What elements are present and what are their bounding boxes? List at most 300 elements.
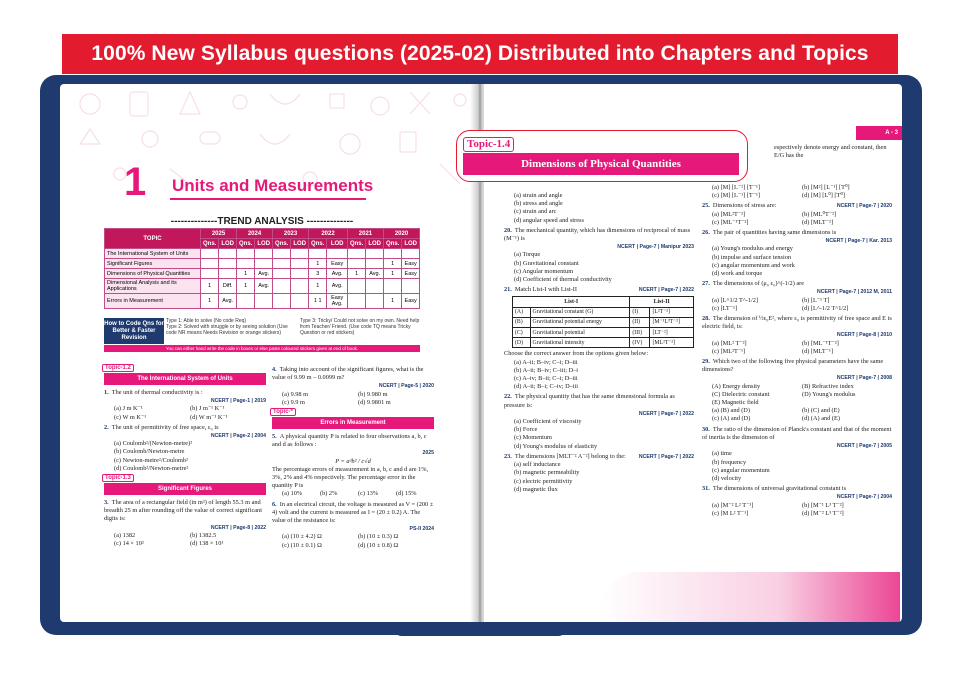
trend-cell: 1 bbox=[383, 269, 401, 279]
trend-cell bbox=[383, 279, 401, 294]
trend-cell: Avg. bbox=[255, 279, 273, 294]
trend-cell bbox=[402, 279, 420, 294]
trend-cell bbox=[273, 294, 291, 309]
question-25 bbox=[702, 202, 892, 210]
question-number: 27. bbox=[702, 280, 710, 288]
question-text: The area of a rectangular field (in m²) of length 55.3 m and breadth 25 m after rounding off the value of correct significant digits is: bbox=[104, 499, 262, 523]
option: (b) [ML⁻¹T⁻²] bbox=[802, 339, 839, 347]
question-options bbox=[702, 502, 892, 518]
option: (c) W m K⁻¹ bbox=[114, 413, 147, 421]
option: (b) 9.980 m bbox=[358, 390, 388, 398]
question-text: In an electrical circuit, the voltage is measured as V = (200 ± 4) volt and the current is measured as I = (20 ± 0.2) A. The value of the resistance is: bbox=[272, 500, 434, 525]
match-row bbox=[513, 307, 694, 317]
page-number-tab: A - 3 bbox=[856, 126, 902, 140]
qns-header: Qns. bbox=[273, 239, 291, 249]
match-row bbox=[513, 338, 694, 348]
option: (c) strain and arc bbox=[514, 208, 557, 216]
option: (b) [ML⁰T⁻²] bbox=[802, 210, 837, 218]
question-ref: NCERT | Page-7 | 2012 M, 2011 bbox=[817, 289, 892, 296]
trend-cell bbox=[366, 294, 384, 309]
question-ref: NCERT | Page-7 | 2020 bbox=[836, 203, 892, 210]
option: (c) [M L² T⁻¹] bbox=[712, 509, 749, 517]
trend-cell: 1 bbox=[201, 279, 219, 294]
question-number: 3. bbox=[104, 499, 109, 507]
trend-cell bbox=[237, 249, 255, 259]
trend-cell: Easy Avg. bbox=[327, 294, 348, 309]
trend-row bbox=[105, 294, 420, 309]
question-ref: NCERT | Page-7 | 2004 bbox=[836, 494, 892, 501]
question-text: The physical quantity that has the same dimensional formula as pressure is: bbox=[504, 393, 675, 409]
trend-cell bbox=[273, 279, 291, 294]
question-20 bbox=[504, 227, 694, 243]
trend-topic: Dimensions of Physical Quantities bbox=[105, 269, 201, 279]
question-1 bbox=[104, 389, 266, 397]
question-text: The mechanical quantity, which has dimensions of reciprocal of mass (M⁻¹) is bbox=[504, 226, 691, 243]
question-options bbox=[504, 461, 694, 494]
question-options bbox=[272, 490, 434, 498]
question-text: The dimensions of (μ₀ ε₀)^(-1/2) are bbox=[712, 280, 805, 288]
question-ref: NCERT | Page-7 | 2005 bbox=[836, 443, 892, 450]
trend-cell bbox=[309, 249, 327, 259]
question-3 bbox=[104, 499, 266, 524]
trend-cell: Avg. bbox=[366, 269, 384, 279]
question-options bbox=[702, 383, 892, 424]
trend-cell: Easy bbox=[327, 259, 348, 269]
qns-header: Qns. bbox=[201, 239, 219, 249]
match-cell: (C) bbox=[513, 328, 531, 338]
question-27 bbox=[702, 280, 892, 288]
question-number: 23. bbox=[504, 452, 512, 460]
trend-cell bbox=[347, 249, 365, 259]
trend-cell bbox=[255, 259, 273, 269]
question-number: 1. bbox=[104, 389, 109, 396]
option: (d) [MLT⁻²] bbox=[802, 218, 834, 226]
year-header: 2020 bbox=[383, 229, 419, 239]
option: (C) Dielectric constant bbox=[712, 390, 770, 398]
question-options bbox=[702, 340, 892, 356]
question-ref: NCERT | Page-5 | 2020 bbox=[378, 383, 434, 390]
lod-header: LOD bbox=[327, 239, 348, 249]
question-options bbox=[702, 211, 892, 227]
lod-header: LOD bbox=[219, 239, 237, 249]
chapter-number: 1 bbox=[124, 160, 147, 204]
year-header: 2021 bbox=[347, 229, 383, 239]
trend-row bbox=[105, 279, 420, 294]
option: (b) 1382.5 bbox=[190, 531, 217, 539]
topic-heading bbox=[104, 475, 266, 495]
option: (b) magnetic permeability bbox=[514, 469, 580, 477]
option: (d) A–ii; B–i; C–iv; D–iii bbox=[514, 383, 579, 391]
question-number: 2. bbox=[104, 423, 109, 431]
trend-cell: 1 bbox=[383, 294, 401, 309]
match-cell: Gravitational potential bbox=[530, 328, 630, 338]
question-text: The dimension of ½ε₀E², where ε₀ is permittivity of free space and E is electric field, is: bbox=[702, 315, 892, 331]
topic-tag: Topic-1.3 bbox=[102, 474, 134, 482]
topic-column-header: TOPIC bbox=[105, 229, 201, 249]
question-options bbox=[702, 245, 892, 278]
trend-cell bbox=[219, 259, 237, 269]
option: (d) velocity bbox=[712, 474, 742, 482]
trend-cell: Avg. bbox=[327, 279, 348, 294]
trend-cell bbox=[347, 294, 365, 309]
question-options bbox=[104, 532, 266, 548]
trend-row bbox=[105, 269, 420, 279]
list-1-header: List-I bbox=[513, 297, 630, 307]
question-21 bbox=[504, 286, 694, 294]
option: (b) (C) and (E) bbox=[802, 407, 840, 415]
code-box-title: How to Code Qns for Better & Faster Revision bbox=[104, 318, 164, 344]
option: (d) 15% bbox=[396, 490, 417, 498]
match-row bbox=[513, 328, 694, 338]
option: (c) 14 × 10² bbox=[114, 540, 144, 548]
trend-cell bbox=[366, 249, 384, 259]
trend-cell bbox=[237, 259, 255, 269]
lod-header: LOD bbox=[291, 239, 309, 249]
option: (c) A–iv; B–ii; C–i; D–iii bbox=[514, 375, 578, 383]
trend-cell bbox=[347, 279, 365, 294]
trend-cell bbox=[219, 249, 237, 259]
trend-analysis-table bbox=[104, 228, 420, 309]
question-text: A physical quantity P is related to four observations a, b, c and d as follows : bbox=[272, 433, 427, 449]
topic-title: Significant Figures bbox=[157, 486, 212, 493]
question-options bbox=[702, 450, 892, 483]
list-2-header: List-II bbox=[630, 297, 694, 307]
topic-heading bbox=[104, 365, 266, 385]
trend-cell: 1 bbox=[309, 259, 327, 269]
trend-cell bbox=[291, 279, 309, 294]
option: (a) Young's modulus and energy bbox=[712, 245, 793, 253]
match-cell: (III) bbox=[630, 328, 650, 338]
qns-header: Qns. bbox=[347, 239, 365, 249]
option: (b) J m⁻¹ K⁻¹ bbox=[190, 405, 225, 413]
question-text: Which two of the following five physical parameters have the same dimensions? bbox=[702, 358, 884, 374]
lod-header: LOD bbox=[366, 239, 384, 249]
option: (d) Coulomb²/Newton-metre² bbox=[114, 464, 189, 472]
lod-header: LOD bbox=[255, 239, 273, 249]
option: (d) work and torque bbox=[712, 270, 763, 278]
qns-header: Qns. bbox=[309, 239, 327, 249]
option: (a) Torque bbox=[514, 251, 541, 259]
question-ref: NCERT | Page-7 | 2008 bbox=[836, 375, 892, 382]
question-number: 25. bbox=[702, 202, 710, 210]
trend-cell bbox=[327, 249, 348, 259]
topic-tag: Topic-1.4 bbox=[463, 137, 514, 152]
left-page bbox=[60, 84, 476, 622]
chapter-title: Units and Measurements bbox=[172, 176, 374, 195]
chapter-underline bbox=[170, 198, 366, 200]
revision-code-box bbox=[104, 318, 420, 352]
trend-topic: Errors in Measurement bbox=[105, 294, 201, 309]
option: (b) A–ii; B–iv; C–iii; D–i bbox=[514, 366, 579, 374]
question-number: 26. bbox=[702, 229, 710, 237]
trend-cell: 3 bbox=[309, 269, 327, 279]
question-ref: NCERT | Page-8 | 2010 bbox=[836, 332, 892, 339]
option: (c) angular momentum and work bbox=[712, 261, 795, 269]
question-year: 2025 bbox=[422, 450, 434, 457]
topic-heading bbox=[272, 409, 434, 429]
option: (a) Coefficient of viscosity bbox=[514, 418, 582, 426]
trend-cell bbox=[201, 269, 219, 279]
option: (c) (A) and (D) bbox=[712, 415, 751, 423]
match-cell: (A) bbox=[513, 307, 531, 317]
option: (b) stress and angle bbox=[514, 200, 563, 208]
trend-row bbox=[105, 259, 420, 269]
option: (a) strain and angle bbox=[514, 192, 563, 199]
option: (b) Gravitational constant bbox=[514, 259, 579, 267]
match-cell: Gravitational constant (G) bbox=[530, 307, 630, 317]
option: (B) Refractive index bbox=[802, 382, 854, 390]
code-type-1-2 bbox=[166, 318, 296, 336]
question-31 bbox=[702, 485, 892, 493]
topic-tag: Topic-* bbox=[270, 408, 296, 416]
option: (d) W m⁻¹ K⁻¹ bbox=[190, 413, 228, 421]
lod-header: LOD bbox=[402, 239, 420, 249]
option: (a) [M] [L⁻²] [T⁻¹] bbox=[712, 184, 761, 191]
option: (a) 9.98 m bbox=[282, 390, 309, 398]
question-ref: PS-II 2024 bbox=[409, 526, 434, 533]
question-19-options bbox=[504, 192, 694, 225]
question-text: The unit of thermal conductivity is : bbox=[111, 389, 203, 396]
question-number: 20. bbox=[504, 226, 512, 234]
right-top-fragment: espectively denote energy and constant, then E/G has the bbox=[774, 144, 887, 160]
right-column-1 bbox=[504, 192, 694, 494]
option: (c) 9.9 m bbox=[282, 398, 305, 406]
year-header: 2024 bbox=[237, 229, 273, 239]
trend-row bbox=[105, 249, 420, 259]
option: (a) 1382 bbox=[114, 531, 136, 539]
question-options bbox=[104, 405, 266, 421]
option: (b) [L⁻¹ T] bbox=[802, 296, 830, 304]
match-cell: [L²T⁻²] bbox=[650, 307, 694, 317]
match-cell: (II) bbox=[630, 317, 650, 327]
trend-cell: 1 bbox=[309, 279, 327, 294]
question-number: 30. bbox=[702, 425, 710, 433]
question-28 bbox=[702, 315, 892, 331]
match-cell: (B) bbox=[513, 317, 531, 327]
trend-cell: Diff. bbox=[219, 279, 237, 294]
question-text: The pair of quantities having same dimensions is bbox=[712, 229, 837, 237]
page-decoration-swoosh bbox=[600, 572, 900, 622]
trend-cell bbox=[201, 259, 219, 269]
option: (a) time bbox=[712, 450, 732, 458]
trend-topic: Significant Figures bbox=[105, 259, 201, 269]
option: (a) [ML²T⁻²] bbox=[712, 210, 746, 218]
match-cell: [LT⁻²] bbox=[650, 328, 694, 338]
trend-cell bbox=[383, 249, 401, 259]
trend-cell bbox=[255, 249, 273, 259]
trend-cell bbox=[237, 294, 255, 309]
option: (b) Force bbox=[514, 426, 538, 434]
topic-1-4-callout bbox=[456, 130, 748, 182]
question-text: The percentage errors of measurement in a, b, c and d are 1%, 3%, 2% and 4% respectively. The percentage error in the quantity P is bbox=[272, 465, 429, 490]
option: (c) [ML⁻¹T⁻²] bbox=[712, 218, 749, 226]
trend-cell bbox=[366, 279, 384, 294]
trend-cell bbox=[291, 259, 309, 269]
match-list-table bbox=[512, 296, 694, 348]
trend-table-body bbox=[105, 249, 420, 309]
book-cover-bottom bbox=[392, 622, 568, 636]
question-options bbox=[104, 440, 266, 473]
option: (c) [M] [L⁻¹] [T⁻¹] bbox=[712, 192, 761, 200]
question-text: The unit of permittivity of free space, ε₀ is bbox=[111, 423, 219, 431]
question-formula: P = a³b² / c√d bbox=[335, 457, 371, 465]
trend-cell bbox=[201, 249, 219, 259]
option: (c) Angular momentum bbox=[514, 267, 574, 275]
option: (d) [M⁻² L³ T⁻²] bbox=[802, 509, 844, 517]
question-text: The dimensions [MLT⁻² A⁻²] belong to the: bbox=[514, 452, 626, 460]
question-number: 22. bbox=[504, 393, 512, 401]
science-doodle-pattern bbox=[60, 84, 476, 234]
question-ref: NCERT | Page-7 | 2022 bbox=[638, 453, 694, 460]
option: (d) magnetic flux bbox=[514, 485, 558, 493]
match-cell: Gravitational potential energy bbox=[530, 317, 630, 327]
trend-cell bbox=[291, 249, 309, 259]
question-30 bbox=[702, 426, 892, 442]
trend-cell bbox=[402, 249, 420, 259]
question-24-options bbox=[702, 184, 892, 200]
year-header: 2023 bbox=[273, 229, 309, 239]
trend-cell: Easy bbox=[402, 259, 420, 269]
question-2 bbox=[104, 424, 266, 432]
trend-cell: 1 bbox=[383, 259, 401, 269]
trend-cell bbox=[291, 294, 309, 309]
option: (b) [M²] [L⁻¹] [T⁰] bbox=[802, 184, 850, 191]
topic-title: Dimensions of Physical Quantities bbox=[463, 153, 739, 175]
question-text: Dimensions of stress are: bbox=[712, 202, 777, 210]
trend-cell bbox=[255, 294, 273, 309]
option: (d) 138 × 10¹ bbox=[190, 540, 224, 548]
option: (d) (A) and (E) bbox=[802, 415, 840, 423]
code-type-3: Type 3: Tricky/ Could not solve on my own. Need help from Teacher/ Friend. (Use code TQ means Tricky Question or red stickers) bbox=[300, 318, 420, 336]
option: (b) 2% bbox=[320, 490, 338, 498]
question-options bbox=[702, 297, 892, 313]
option: (b) Coulomb/Newton-metre bbox=[114, 448, 185, 456]
question-number: 29. bbox=[702, 358, 710, 366]
trend-cell: Easy bbox=[402, 269, 420, 279]
trend-cell: 1 bbox=[201, 294, 219, 309]
option: (A) Energy density bbox=[712, 382, 761, 390]
option: (c) [ML²T⁻¹] bbox=[712, 347, 746, 355]
question-options bbox=[272, 533, 434, 549]
match-cell: (I) bbox=[630, 307, 650, 317]
trend-cell bbox=[273, 269, 291, 279]
left-column-1 bbox=[104, 365, 266, 548]
question-text: Match List-I with List-II bbox=[514, 286, 577, 294]
option: (d) (10 ± 0.8) Ω bbox=[358, 541, 399, 549]
question-ref: NCERT | Page-7 | Kar. 2013 bbox=[825, 238, 892, 245]
qns-header: Qns. bbox=[237, 239, 255, 249]
question-29 bbox=[702, 358, 892, 374]
question-options bbox=[272, 391, 434, 407]
topic-title: Errors in Measurement bbox=[320, 420, 386, 427]
promo-banner bbox=[62, 34, 898, 74]
match-cell: [ML²T⁻²] bbox=[650, 338, 694, 348]
question-ref: NCERT | Page-7 | Manipur 2023 bbox=[617, 244, 694, 251]
option: (a) (10 ± 4.2) Ω bbox=[282, 533, 322, 541]
trend-cell bbox=[366, 259, 384, 269]
question-ref: NCERT | Page-2 | 2004 bbox=[210, 433, 266, 440]
question-options bbox=[504, 251, 694, 284]
trend-cell bbox=[291, 269, 309, 279]
question-number: 31. bbox=[702, 485, 710, 493]
banner-text: 100% New Syllabus questions (2025-02) Distributed into Chapters and Topics bbox=[91, 42, 869, 65]
option: (d) Young's modulus of elasticity bbox=[514, 442, 598, 450]
question-26 bbox=[702, 229, 892, 237]
trend-cell: Avg. bbox=[255, 269, 273, 279]
option: (c) angular momentum bbox=[712, 466, 770, 474]
trend-cell: Easy bbox=[402, 294, 420, 309]
trend-cell bbox=[219, 269, 237, 279]
option: (c) 13% bbox=[358, 490, 379, 498]
match-cell: Gravitational intensity bbox=[530, 338, 630, 348]
option: (a) self inductance bbox=[514, 461, 561, 469]
trend-cell: Avg. bbox=[219, 294, 237, 309]
trend-analysis-title: --------------TREND ANALYSIS -------------- bbox=[170, 216, 354, 227]
question-options bbox=[504, 359, 694, 392]
option: (a) [M⁻² L² T⁻¹] bbox=[712, 501, 754, 509]
trend-topic: The International System of Units bbox=[105, 249, 201, 259]
option: (c) Momentum bbox=[514, 434, 552, 442]
option: (b) [M⁻¹ L³ T⁻²] bbox=[802, 501, 844, 509]
trend-cell bbox=[273, 249, 291, 259]
code-type-2: Type 2: Solved with struggle or by seeing solution (Use code NR means Needs Revision or orange stickers) bbox=[166, 324, 288, 336]
right-column-2 bbox=[702, 184, 892, 518]
year-header: 2025 bbox=[201, 229, 237, 239]
topic-title: The International System of Units bbox=[137, 376, 233, 382]
trend-topic: Dimensional Analysis and its Applications bbox=[105, 279, 201, 294]
option: (b) (10 ± 0.3) Ω bbox=[358, 533, 399, 541]
option: (c) (10 ± 0.1) Ω bbox=[282, 541, 322, 549]
option: (a) 10% bbox=[282, 490, 303, 498]
question-number: 4. bbox=[272, 366, 277, 373]
question-number: 6. bbox=[272, 500, 277, 508]
question-text: The dimensions of universal gravitational constant is bbox=[712, 485, 847, 493]
option: (d) [M] [L⁰] [T⁰] bbox=[802, 192, 845, 200]
question-5 bbox=[272, 433, 434, 449]
trend-cell bbox=[347, 259, 365, 269]
qns-header: Qns. bbox=[383, 239, 401, 249]
question-4 bbox=[272, 366, 434, 382]
question-number: 28. bbox=[702, 315, 710, 323]
question-text: The ratio of the dimension of Planck's constant and that of the moment of inertia is the dimension of bbox=[702, 425, 892, 441]
question-ref: NCERT | Page-1 | 2019 bbox=[210, 398, 266, 405]
trend-cell: 1 bbox=[347, 269, 365, 279]
question-options bbox=[504, 418, 694, 451]
trend-cell: Avg. bbox=[327, 269, 348, 279]
trend-cell: 1 bbox=[237, 269, 255, 279]
match-cell: (D) bbox=[513, 338, 531, 348]
code-type-1: Type 1: Able to solve (No code Req) bbox=[166, 318, 247, 324]
question-text: Taking into account of the significant figures, what is the value of 9.99 m – 0.0099 m? bbox=[272, 366, 424, 382]
trend-cell: 1 1 bbox=[309, 294, 327, 309]
question-number: 5. bbox=[272, 433, 277, 441]
question-6 bbox=[272, 501, 434, 526]
option: (c) Newton-metre²/Coulomb² bbox=[114, 456, 188, 464]
option: (a) [ML² T⁻²] bbox=[712, 339, 747, 347]
trend-cell bbox=[273, 259, 291, 269]
option: (c) electric permittivity bbox=[514, 477, 573, 485]
match-cell: [M⁻¹L³T⁻²] bbox=[650, 317, 694, 327]
question-23 bbox=[504, 453, 694, 461]
match-cell: (IV) bbox=[630, 338, 650, 348]
option: (E) Magnetic field bbox=[712, 399, 759, 407]
option: (d) angular speed and stress bbox=[514, 216, 584, 224]
left-column-2 bbox=[272, 364, 434, 550]
year-header: 2022 bbox=[309, 229, 348, 239]
question-ref: NCERT | Page-7 | 2022 bbox=[638, 287, 694, 294]
question-22 bbox=[504, 393, 694, 409]
option: (d) Coefficient of thermal conductivity bbox=[514, 276, 612, 284]
